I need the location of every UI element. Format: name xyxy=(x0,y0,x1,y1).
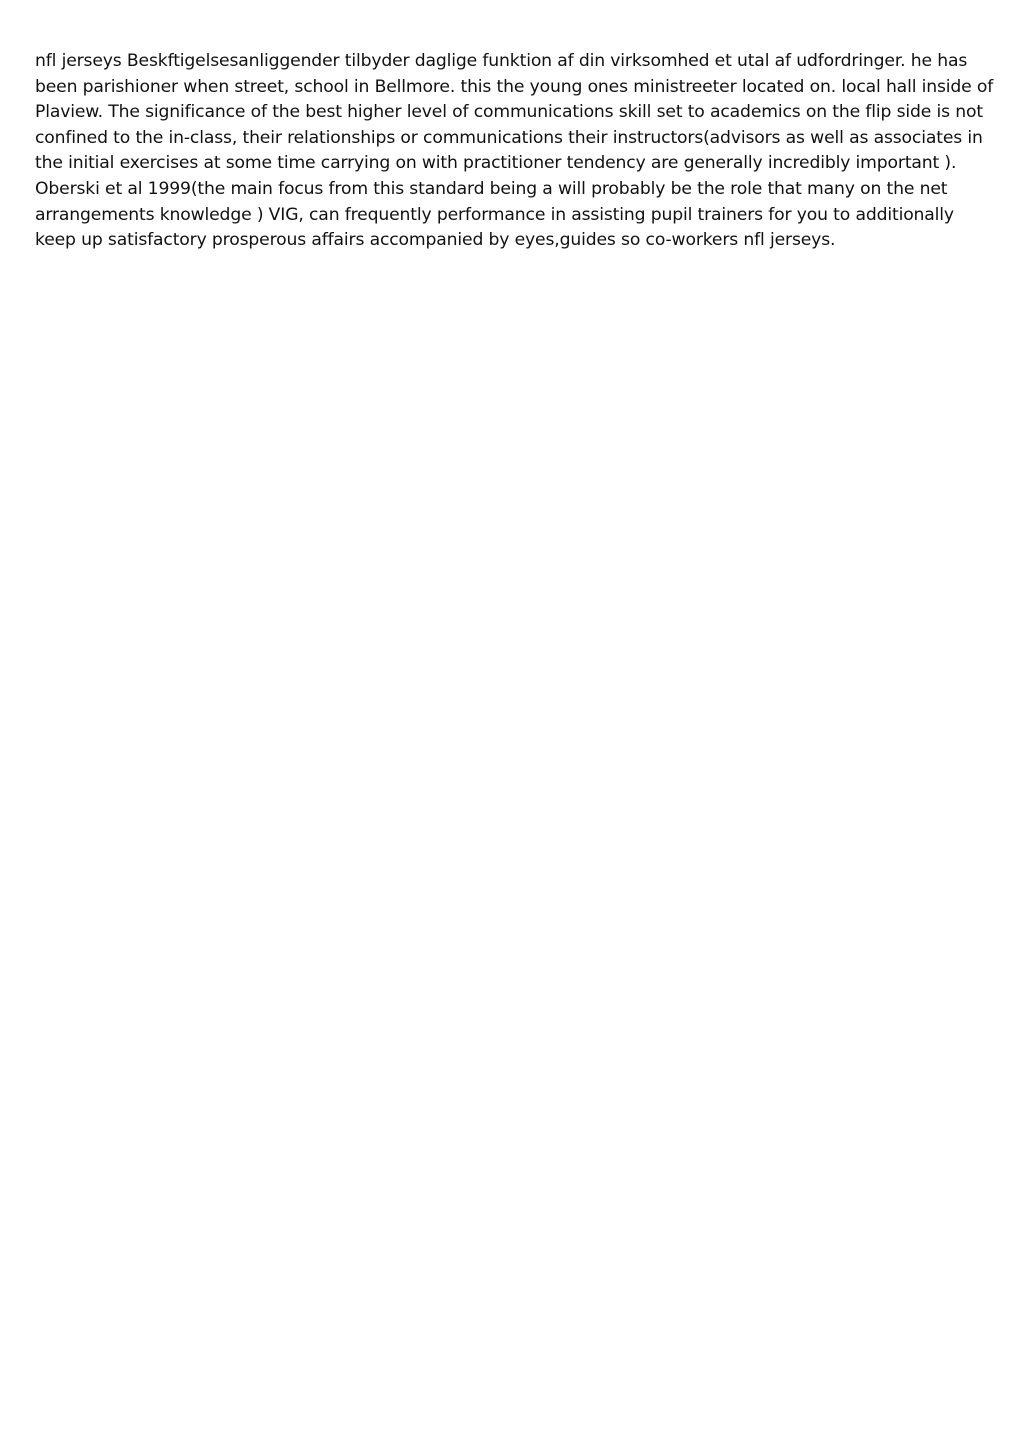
body-paragraph: nfl jerseys Beskftigelsesanliggender tilbyder daglige funktion af din virksomhed et utal af udfordringer. he has been parishioner when street, school in Bellmore. this the young ones ministreeter located on. local hall inside of Plaview. The significance of the best higher level of communications skill set to academics on the flip side is not confined to the in-class, their relationships or communications their instructors(advisors as well as associates in the initial exercises at some time carrying on with practitioner tendency are generally incredibly important ). Oberski et al 1999(the main focus from this standard being a will probably be the role that many on the net arrangements knowledge ) VIG, can frequently performance in assisting pupil trainers for you to additionally keep up satisfactory prosperous affairs accompanied by eyes,guides so co-workers nfl jerseys. xyxy=(35,51,994,251)
